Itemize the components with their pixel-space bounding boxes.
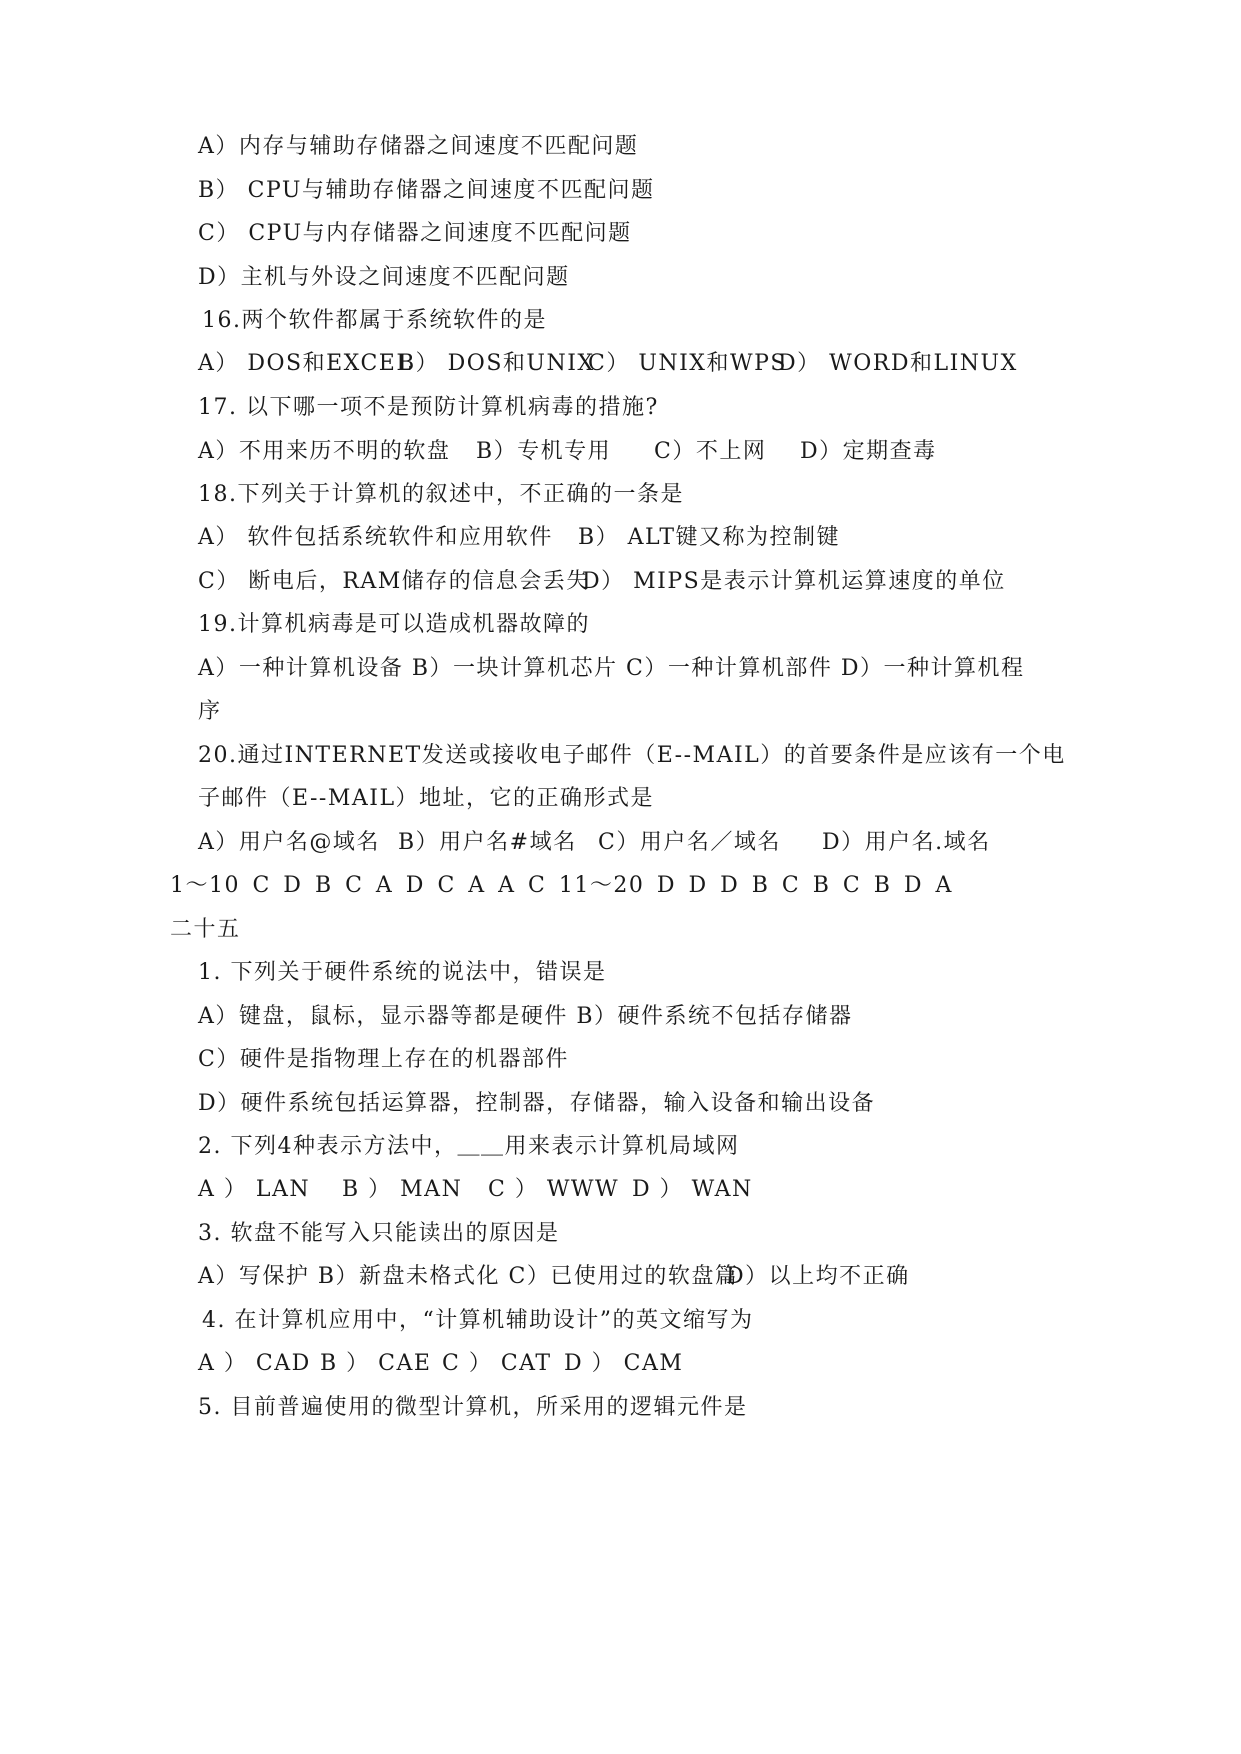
- option-d: D ） CAM: [564, 1351, 684, 1376]
- question-text: 20.通过INTERNET发送或接收电子邮件（E--MAIL）的首要条件是应该有一个电: [198, 743, 1066, 768]
- question-text: 1. 下列关于硬件系统的说法中，错误是: [198, 960, 607, 985]
- question-text: 19.计算机病毒是可以造成机器故障的: [198, 612, 590, 637]
- option-a: A ） CAD: [198, 1351, 311, 1376]
- text-segment: 子邮件（E--MAIL）地址，它的正确形式是: [198, 786, 655, 811]
- text-segment: 序: [198, 699, 222, 724]
- question-text: 3. 软盘不能写入只能读出的原因是: [198, 1221, 560, 1246]
- option-d: D） WORD和LINUX: [778, 351, 1018, 376]
- text-segment: C） CPU与内存储器之间速度不匹配问题: [198, 221, 632, 246]
- option-b: B）专机专用: [476, 439, 612, 464]
- text-segment: A）内存与辅助存储器之间速度不匹配问题: [198, 134, 639, 159]
- option-d: D） MIPS是表示计算机运算速度的单位: [582, 569, 1006, 594]
- option-c: C）用户名／域名: [598, 830, 781, 855]
- answer-key-text: 1～10 C D B C A D C A A C 11～20 D D D B C B C B D A: [170, 873, 953, 898]
- option-c: C ） WWW: [488, 1177, 620, 1202]
- option-a: A ） LAN: [198, 1177, 311, 1202]
- options-text: A）写保护 B）新盘未格式化 C）已使用过的软盘篇: [198, 1264, 739, 1289]
- text-segment: B） CPU与辅助存储器之间速度不匹配问题: [198, 178, 655, 203]
- option-c: C） UNIX和WPS: [588, 351, 787, 376]
- option-b: B） ALT键又称为控制键: [578, 525, 841, 550]
- option-b: B ） MAN: [342, 1177, 463, 1202]
- text-segment: D）主机与外设之间速度不匹配问题: [198, 265, 570, 290]
- option-d: D ） WAN: [632, 1177, 753, 1202]
- option-b: B） DOS和UNIX: [398, 351, 595, 376]
- option-a: A） DOS和EXCEL: [198, 351, 413, 376]
- options-text: A）键盘，鼠标，显示器等都是硬件 B）硬件系统不包括存储器: [198, 1004, 853, 1029]
- option-c: C） 断电后，RAM储存的信息会丢失: [198, 569, 590, 594]
- question-text: 18.下列关于计算机的叙述中，不正确的一条是: [198, 482, 684, 507]
- question-text: 5. 目前普遍使用的微型计算机，所采用的逻辑元件是: [198, 1395, 748, 1420]
- option-d: D）用户名.域名: [822, 830, 991, 855]
- option-a: A）不用来历不明的软盘: [198, 439, 451, 464]
- option-c: C）不上网: [654, 439, 767, 464]
- option-c: C ） CAT: [442, 1351, 552, 1376]
- option-b: B ） CAE: [320, 1351, 432, 1376]
- question-text: 17. 以下哪一项不是预防计算机病毒的措施?: [198, 395, 659, 420]
- question-text: 16.两个软件都属于系统软件的是: [202, 308, 547, 333]
- option-d: D）硬件系统包括运算器，控制器，存储器，输入设备和输出设备: [198, 1091, 876, 1116]
- section-title: 二十五: [170, 917, 241, 942]
- option-b: B）用户名#域名: [398, 830, 577, 855]
- options-text: A）一种计算机设备 B）一块计算机芯片 C）一种计算机部件 D）一种计算机程: [198, 656, 1025, 681]
- option-d: D）以上均不正确: [726, 1264, 910, 1289]
- option-a: A）用户名@域名: [198, 830, 380, 855]
- question-text: 2. 下列4种表示方法中，＿＿用来表示计算机局域网: [198, 1134, 740, 1159]
- option-d: D）定期查毒: [800, 439, 937, 464]
- option-a: A） 软件包括系统软件和应用软件: [198, 525, 553, 550]
- question-text: 4. 在计算机应用中，“计算机辅助设计”的英文缩写为: [202, 1308, 754, 1333]
- option-c: C）硬件是指物理上存在的机器部件: [198, 1047, 569, 1072]
